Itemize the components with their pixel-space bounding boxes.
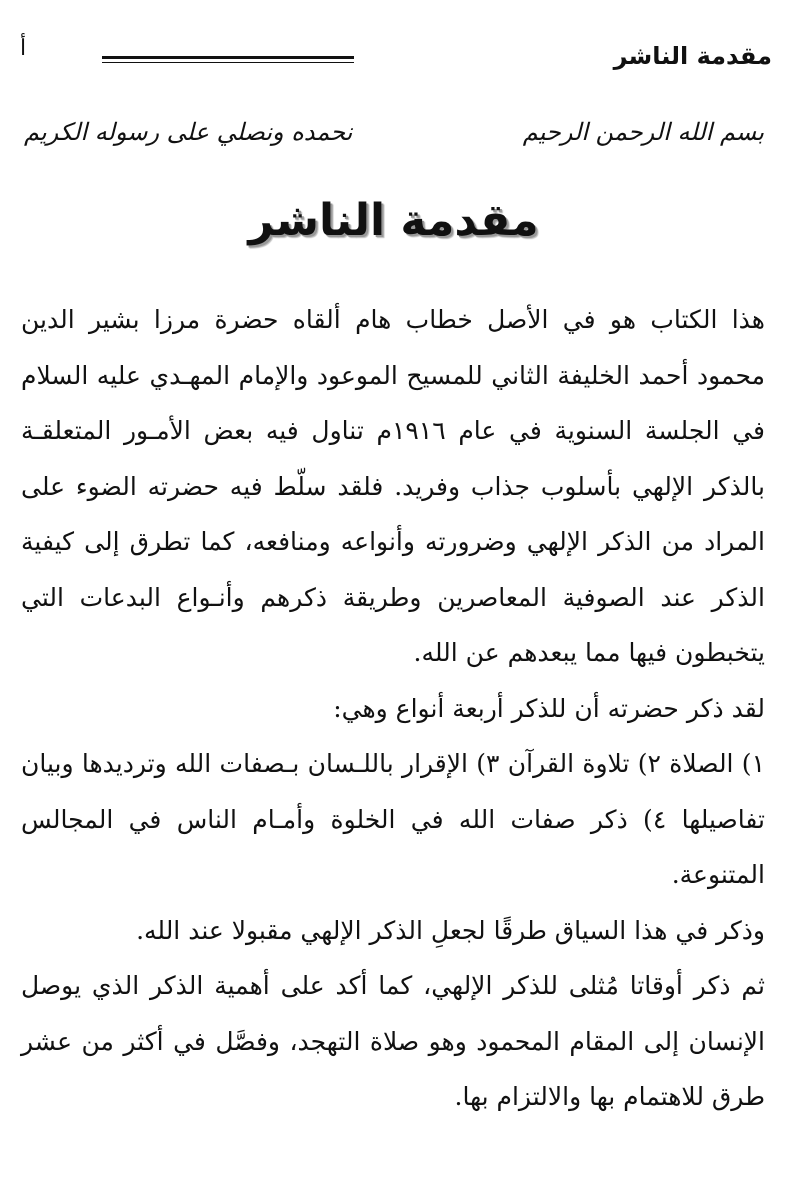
paragraph-times: ثم ذكر أوقاتا مُثلى للذكر الإلهي، كما أكد على أهمية الذكر الذي يوصل الإنسان إلى المقام المحمود وهو صلاة التهجد، وفصَّل في أكثر من عشر طرق للاهتمام بها والالتزام بها. — [21, 971, 765, 1111]
body-text — [21, 292, 765, 1125]
running-header-title: مقدمة الناشر — [613, 42, 772, 70]
invocation-text: نحمده ونصلي على رسوله الكريم — [24, 118, 353, 146]
basmala-text: بسم الله الرحمن الرحيم — [522, 118, 764, 146]
header-rule — [102, 56, 354, 63]
paragraph-types-intro: لقد ذكر حضرته أن للذكر أربعة أنواع وهي: — [333, 693, 765, 723]
paragraph-types-list: ١) الصلاة ٢) تلاوة القرآن ٣) الإقرار باللـسان بـصفات الله وترديدها وبيان تفاصيلها ٤) ذكر صفات الله في الخلوة وأمـام الناس في المجالس المتنوعة. — [21, 749, 765, 889]
basmala-row — [24, 118, 764, 158]
page-number: أ — [20, 36, 27, 61]
running-header — [14, 30, 774, 80]
paragraph-ways: وذكر في هذا السياق طرقًا لجعلِ الذكر الإلهي مقبولا عند الله. — [136, 915, 765, 945]
paragraph-intro: هذا الكتاب هو في الأصل خطاب هام ألقاه حضرة مرزا بشير الدين محمود أحمد الخليفة الثاني للمسيح الموعود والإمام المهـدي عليه السلام في الجلسة السنوية في عام ١٩١٦م تناول فيه بعض الأمـور المتعلقـة بالذكر الإلهي بأسلوب جذاب وفريد. فلقد سلّط فيه حضرته الضوء على المراد من الذكر الإلهي وضرورته وأنواعه ومنافعه، كما تطرق إلى كيفية الذكر عند الصوفية المعاصرين وطريقة ذكرهم وأنـواع البدعات التي يتخبطون فيها مما يبعدهم عن الله. — [21, 305, 765, 667]
page-title: مقدمة الناشر — [248, 195, 539, 246]
